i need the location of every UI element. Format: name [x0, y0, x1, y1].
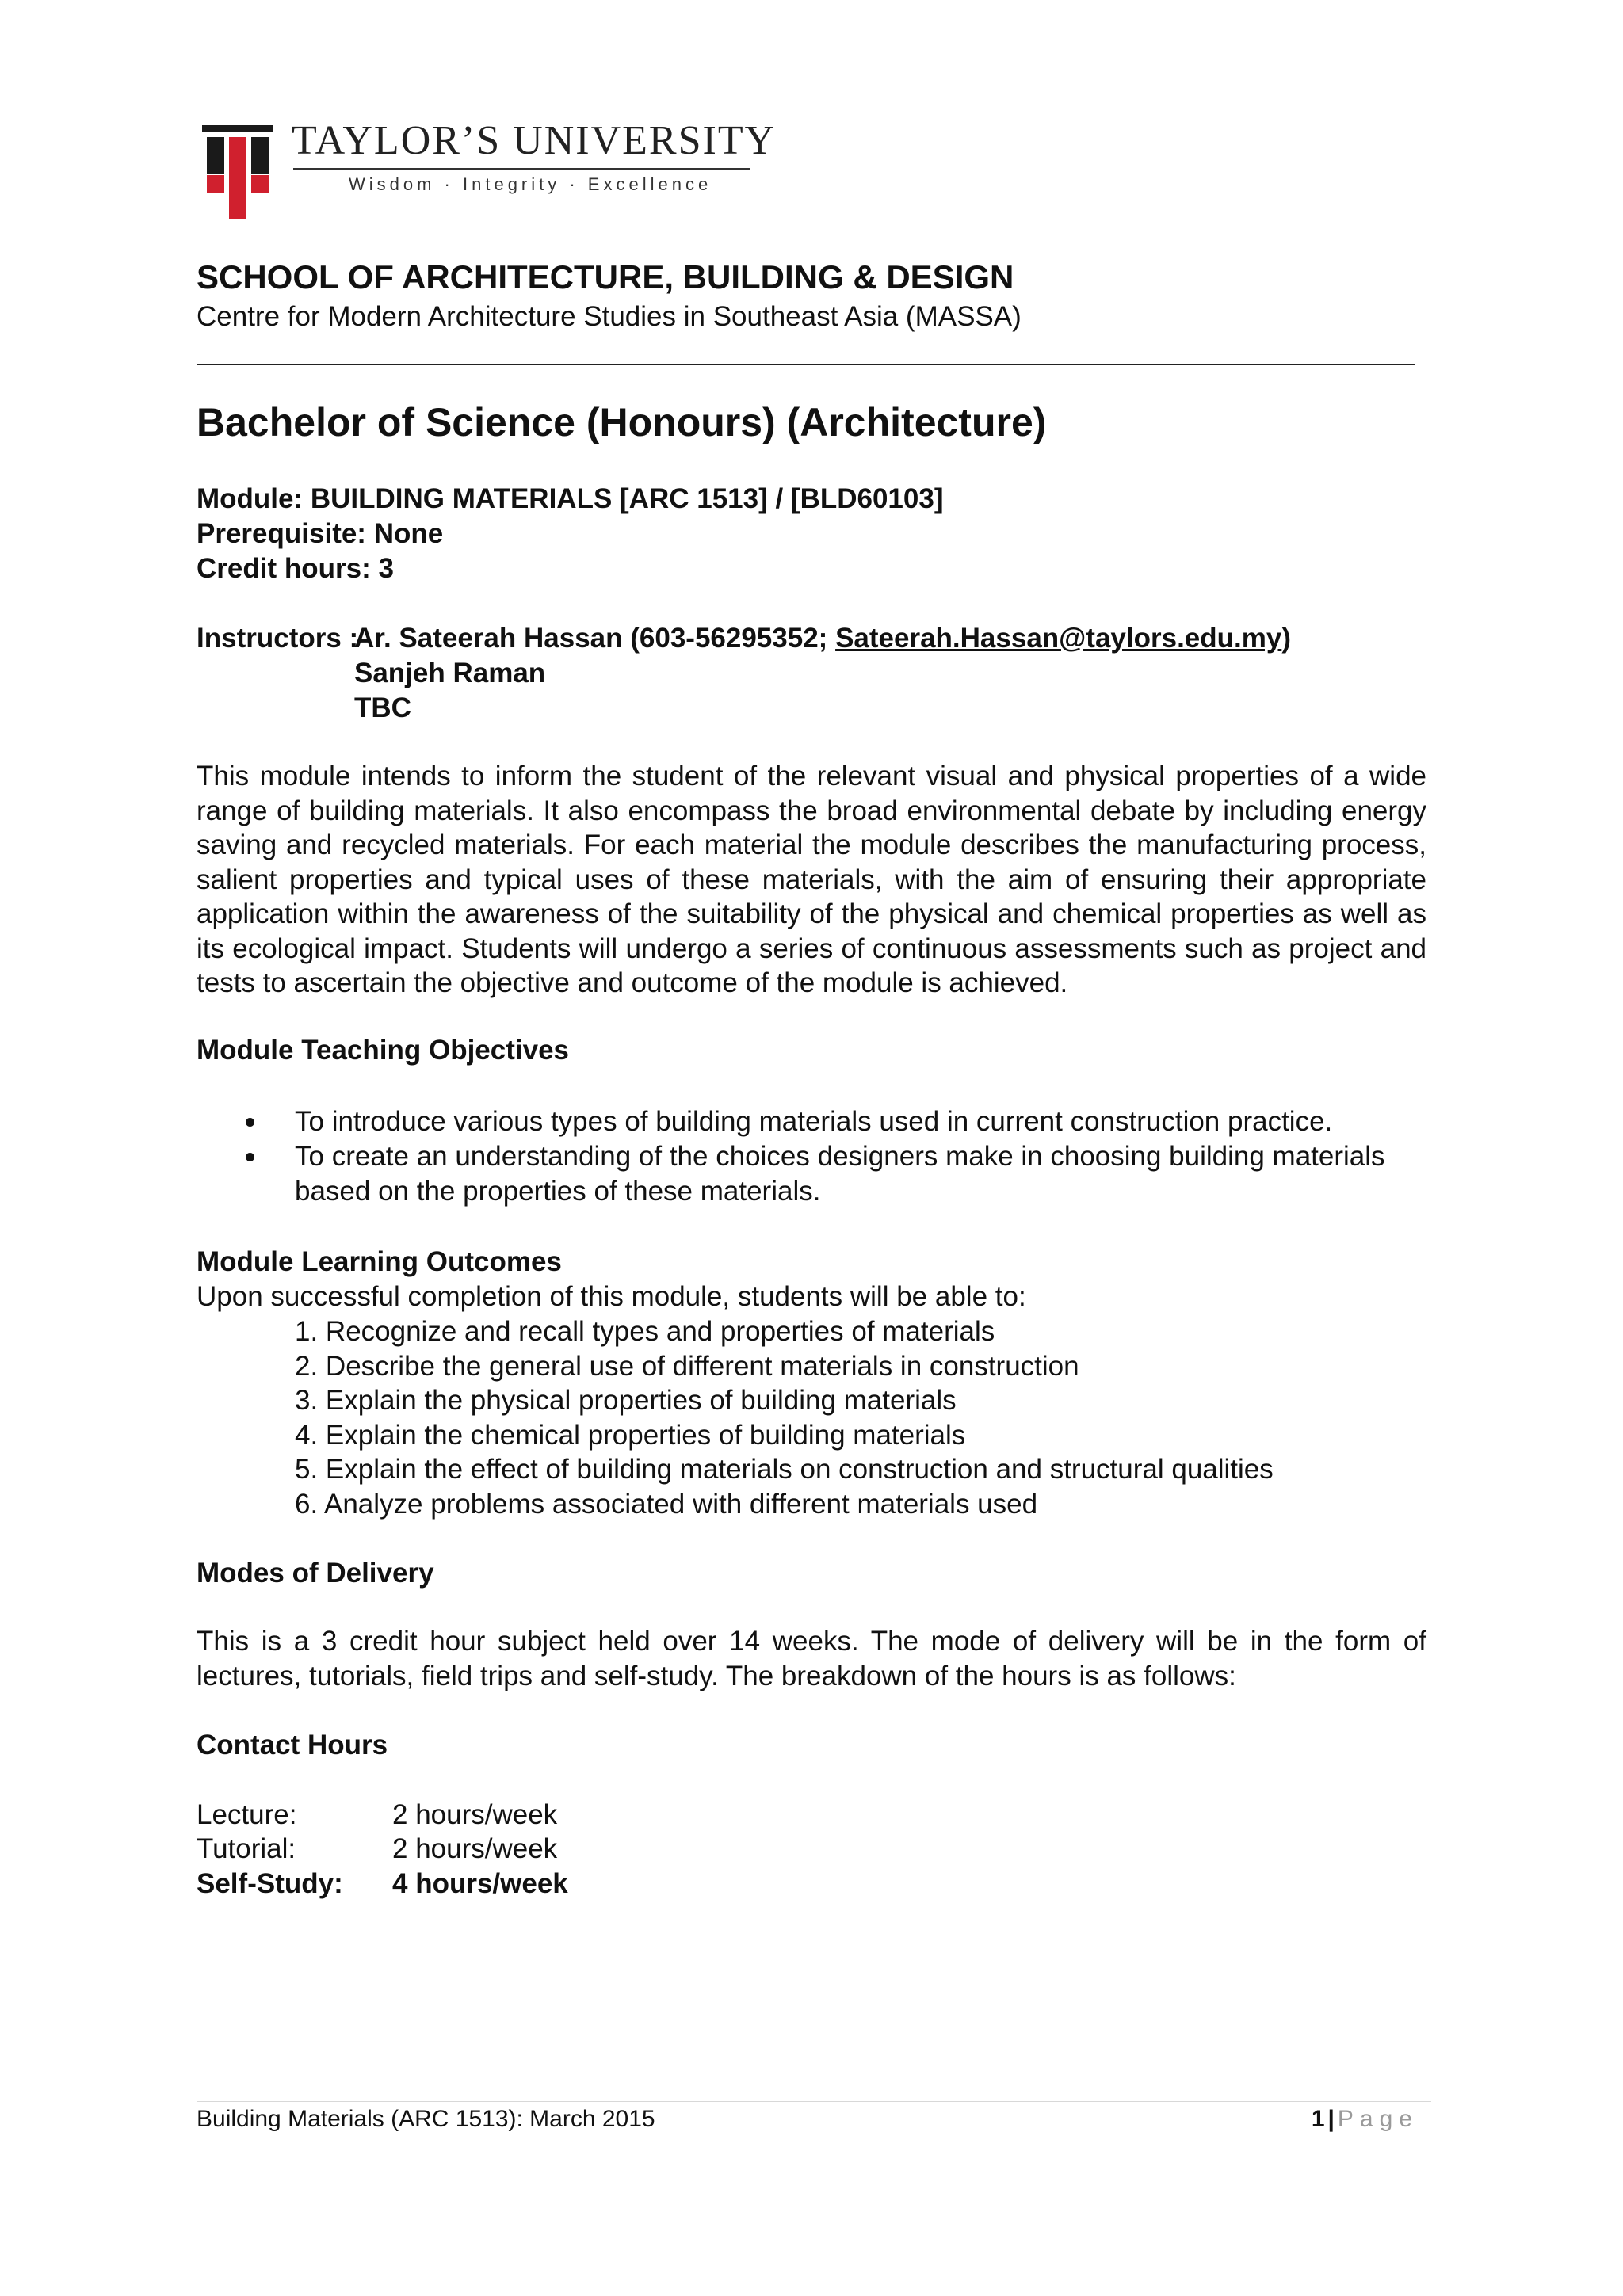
hours-value-tutorial: 2 hours/week	[392, 1833, 558, 1864]
school-title: SCHOOL OF ARCHITECTURE, BUILDING & DESIGN	[197, 258, 1014, 296]
outcome-item: 6. Analyze problems associated with different materials used	[295, 1489, 1038, 1520]
instructors-label: Instructors :	[197, 623, 359, 654]
university-tagline: Wisdom · Integrity · Excellence	[349, 174, 712, 194]
instructor-2: Sanjeh Raman	[354, 658, 546, 688]
delivery-text: This is a 3 credit hour subject held over 14 weeks. The mode of delivery will be in the form of lectures, tutorials, field trips and self-study. The breakdown of the hours is as follows:	[197, 1626, 1426, 1691]
instructor-1-email-link[interactable]: Sateerah.Hassan@taylors.edu.my	[835, 623, 1282, 654]
university-logo-icon	[202, 125, 273, 219]
page-separator: |	[1327, 2106, 1335, 2132]
hours-label-self-study: Self-Study:	[197, 1868, 343, 1899]
header-divider	[197, 364, 1415, 365]
bullet-icon	[246, 1118, 254, 1127]
footer-page-indicator	[1312, 2106, 1419, 2133]
footer-document-title: Building Materials (ARC 1513): March 2015	[197, 2106, 655, 2132]
instructor-1	[354, 623, 1291, 654]
objective-item	[246, 1139, 1428, 1208]
objective-item	[246, 1104, 1428, 1139]
university-name-rule	[293, 168, 750, 170]
objectives-heading: Module Teaching Objectives	[197, 1035, 570, 1066]
instructor-3: TBC	[354, 692, 411, 723]
instructor-1-name: Ar. Sateerah Hassan (603-56295352;	[354, 623, 836, 654]
hours-value-self-study: 4 hours/week	[392, 1868, 568, 1899]
module-title: Module: BUILDING MATERIALS [ARC 1513] / [BLD60103]	[197, 483, 944, 514]
bullet-icon	[246, 1153, 254, 1161]
page-number: 1	[1311, 2106, 1325, 2132]
contact-hours-heading: Contact Hours	[197, 1730, 388, 1760]
outcome-item: 1. Recognize and recall types and properties of materials	[295, 1316, 995, 1347]
outcomes-heading: Module Learning Outcomes	[197, 1246, 562, 1277]
objective-text: To introduce various types of building materials used in current construction practice.	[295, 1106, 1333, 1137]
hours-value-lecture: 2 hours/week	[392, 1799, 558, 1830]
delivery-heading: Modes of Delivery	[197, 1558, 434, 1589]
objective-text: To create an understanding of the choices designers make in choosing building materials based on the properties of these materials.	[295, 1141, 1385, 1207]
university-name: TAYLOR’S UNIVERSITY	[292, 118, 777, 163]
programme-title: Bachelor of Science (Honours) (Architecture)	[197, 400, 1047, 444]
module-prerequisite: Prerequisite: None	[197, 518, 444, 549]
outcome-item: 4. Explain the chemical properties of building materials	[295, 1420, 966, 1451]
outcome-item: 3. Explain the physical properties of building materials	[295, 1385, 957, 1416]
page-word: Page	[1337, 2106, 1419, 2132]
instructor-1-close: )	[1281, 623, 1291, 654]
outcomes-intro: Upon successful completion of this module, students will be able to:	[197, 1281, 1026, 1312]
hours-label-tutorial: Tutorial:	[197, 1833, 296, 1864]
centre-subtitle: Centre for Modern Architecture Studies in Southeast Asia (MASSA)	[197, 301, 1022, 332]
module-description: This module intends to inform the student of the relevant visual and physical properties of a wide range of building materials. It also encompass the broad environmental debate by including energy saving and recycled materials. For each material the module describes the manufacturing process, salient properties and typical uses of these materials, with the aim of ensuring their appropriate application within the awareness of the suitability of the physical and chemical properties as well as its ecological impact. Students will undergo a series of continuous assessments such as project and tests to ascertain the objective and outcome of the module is achieved.	[197, 761, 1426, 998]
module-credit-hours: Credit hours: 3	[197, 553, 394, 584]
outcome-item: 5. Explain the effect of building materials on construction and structural qualities	[295, 1454, 1274, 1485]
hours-label-lecture: Lecture:	[197, 1799, 297, 1830]
footer-divider	[197, 2101, 1431, 2102]
outcome-item: 2. Describe the general use of different materials in construction	[295, 1351, 1079, 1382]
